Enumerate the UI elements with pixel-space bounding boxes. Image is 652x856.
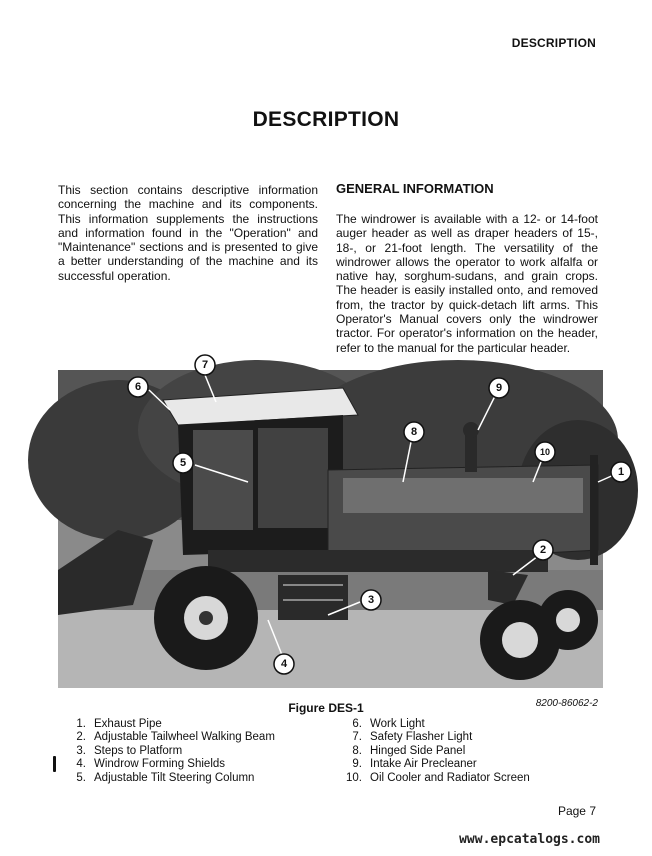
legend-text: Windrow Forming Shields	[94, 758, 226, 771]
section-body: The windrower is available with a 12- or 14-foot auger header as well as draper headers of 15-, 18-, or 21-foot length. The versatility of the windrower allows the operator to work alfalfa or native hay, sorghum-sudans, and grain crops. The header is easily installed onto, and removed from, the tractor by quick-detach lift arms. This Operator's Manual covers only the windrower tractor. For operator's information on the header, refer to the manual for the particular header.	[336, 212, 598, 355]
legend-num: 5.	[76, 771, 86, 784]
legend-right	[338, 718, 530, 785]
running-header: DESCRIPTION	[511, 36, 596, 50]
legend-num: 7.	[352, 731, 362, 744]
legend-text: Safety Flasher Light	[370, 731, 473, 744]
legend-num: 3.	[76, 744, 86, 757]
intro-paragraph: This section contains descriptive information concerning the machine and its components. This information supplements the instructions and information found in the "Operation" and "Maintenance" sections and is presented to give a better understanding of the machine and its successful operation.	[58, 183, 318, 283]
legend-item	[338, 745, 530, 758]
section-heading: GENERAL INFORMATION	[336, 181, 494, 196]
watermark-link[interactable]: www.epcatalogs.com	[459, 832, 600, 847]
legend-text: Hinged Side Panel	[370, 744, 466, 757]
legend-text: Work Light	[370, 718, 425, 730]
legend-item	[62, 758, 275, 771]
legend-item	[338, 758, 530, 771]
legend-text: Exhaust Pipe	[94, 718, 162, 730]
figure-reference: 8200-86062-2	[535, 698, 598, 709]
callout-label-3: 3	[367, 594, 375, 606]
page-number: Page 7	[557, 804, 596, 818]
binding-mark	[53, 756, 56, 772]
callout-label-4: 4	[280, 658, 288, 670]
legend-text: Steps to Platform	[94, 744, 183, 757]
legend-item	[338, 731, 530, 744]
legend-num: 4.	[76, 758, 86, 771]
legend-num: 9.	[352, 758, 362, 771]
legend-text: Oil Cooler and Radiator Screen	[370, 771, 530, 784]
legend-item	[62, 718, 275, 731]
figure-caption: Figure DES-1	[288, 701, 364, 715]
legend-text: Adjustable Tilt Steering Column	[94, 771, 255, 784]
callout-label-7: 7	[201, 359, 209, 371]
callout-label-10: 10	[539, 447, 551, 457]
legend-left	[62, 718, 275, 785]
legend-num: 2.	[76, 731, 86, 744]
windrower-illustration	[58, 359, 625, 688]
callout-label-2: 2	[539, 544, 547, 556]
legend-text: Adjustable Tailwheel Walking Beam	[94, 731, 275, 744]
callout-label-5: 5	[179, 457, 187, 469]
legend-text: Intake Air Precleaner	[370, 758, 477, 771]
callout-label-6: 6	[134, 381, 142, 393]
legend-item	[338, 772, 530, 785]
callout-label-9: 9	[495, 382, 503, 394]
legend-item	[62, 772, 275, 785]
legend-item	[62, 731, 275, 744]
legend-num: 8.	[352, 744, 362, 757]
legend-item	[62, 745, 275, 758]
legend-num: 1.	[76, 718, 86, 730]
legend-item	[338, 718, 530, 731]
windrower-photo	[58, 359, 625, 688]
callout-label-8: 8	[410, 426, 418, 438]
page-title: DESCRIPTION	[252, 108, 400, 131]
legend-num: 10.	[346, 771, 362, 784]
callout-label-1: 1	[617, 466, 625, 478]
legend-num: 6.	[352, 718, 362, 730]
